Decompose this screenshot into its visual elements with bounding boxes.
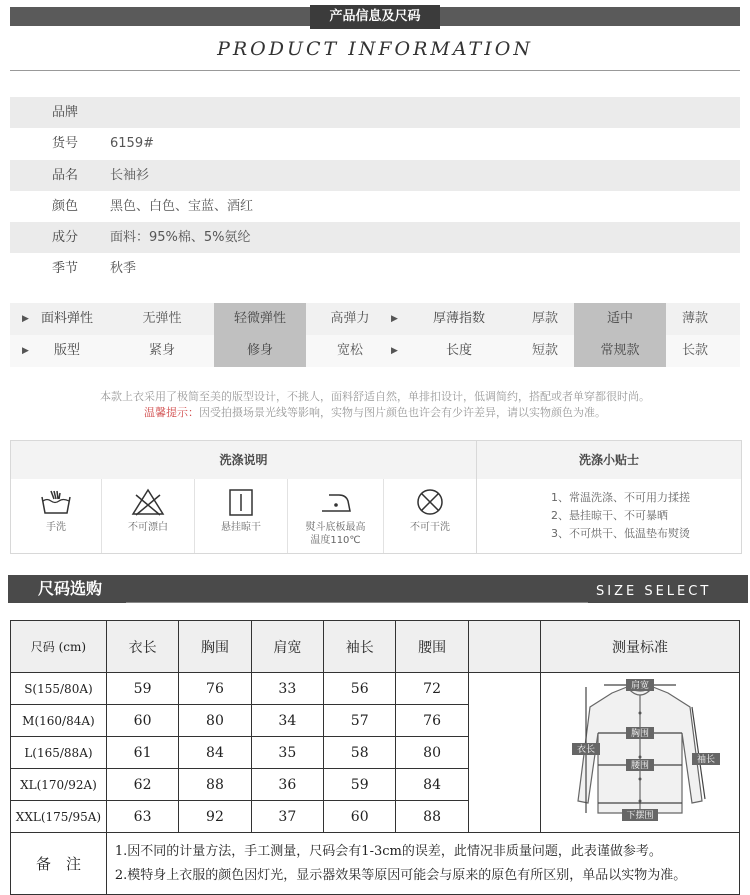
info-value: 秋季 [110,261,137,276]
empty-cell [468,673,540,833]
attr-option-selected: 适中 [574,303,666,335]
info-key: 颜色 [52,199,79,214]
table-header: 袖长 [324,621,396,673]
iron-icon [319,487,353,517]
value-cell: 84 [179,737,251,769]
attr-option: 紧身 [148,343,175,358]
wash-tip: 3、不可烘干、低温垫布熨烫 [551,527,690,540]
warning-text: 因受拍摄场景光线等影响，实物与图片颜色也许会有少许差异，请以实物颜色为准。 [199,406,606,419]
triangle-right-icon: ▶ [22,346,29,356]
info-row-sku [10,128,740,159]
value-cell: 63 [106,801,178,833]
wash-label: 不可干洗 [410,522,450,533]
attr-option: 高弹力 [330,311,370,326]
value-cell: 60 [106,705,178,737]
value-cell: 36 [251,769,323,801]
hang-dry-icon [224,487,258,517]
info-row-color [10,191,740,222]
shirt-diagram [542,673,738,828]
value-cell: 58 [324,737,396,769]
attr-label: 长度 [445,343,472,358]
diagram-label: 袖长 [696,755,715,765]
diagram-label: 腰围 [630,761,649,771]
attr-option: 宽松 [336,343,363,358]
table-header [468,621,540,673]
attr-label: 版型 [53,343,80,358]
triangle-right-icon: ▶ [22,314,29,324]
value-cell: 60 [324,801,396,833]
value-cell: 76 [396,705,468,737]
wash-item [102,479,195,553]
remark-line: 2.模特身上衣服的颜色因灯光，显示器效果等原因可能会与原来的原色有所区别，单品以实物为准。 [114,867,687,883]
table-header: 胸围 [179,621,251,673]
attr-option: 长款 [681,343,708,358]
table-header: 尺码 (cm) [11,621,107,673]
attr-option: 无弹性 [142,311,182,326]
hand-wash-icon [39,487,73,517]
info-row-material [10,222,740,253]
section-title: 产品信息及尺码 [310,5,440,29]
value-cell: 80 [396,737,468,769]
value-cell: 34 [251,705,323,737]
description-note: 本款上衣采用了极简至美的版型设计，不挑人，面料舒适自然，单排扣设计，低调简约，搭配或者单穿都很时尚。 [100,390,650,403]
wash-label [288,521,383,547]
diagram-label: 衣长 [576,745,595,755]
info-value: 长袖衫 [110,168,150,183]
table-header: 腰围 [396,621,468,673]
info-value: 6159# [110,136,154,151]
info-row-brand [10,97,740,128]
attr-option: 厚款 [531,311,558,326]
value-cell: 88 [179,769,251,801]
table-row [11,673,740,705]
warning-note [0,404,750,420]
wash-item [11,479,102,553]
attr-option-selected: 常规款 [574,335,666,367]
size-cell: M(160/84A) [11,705,107,737]
value-cell: 80 [179,705,251,737]
attr-option-selected: 轻微弹性 [214,303,306,335]
wash-label: 悬挂晾干 [221,522,261,533]
wash-label: 不可漂白 [128,522,168,533]
remark-cell [106,833,739,895]
value-cell: 72 [396,673,468,705]
value-cell: 59 [324,769,396,801]
wash-label-line1: 熨斗底板最高 [305,522,366,533]
wash-label-line2: 温度110℃ [310,535,361,546]
attr-label: 面料弹性 [40,311,93,326]
no-dry-clean-icon [413,487,447,517]
wash-label: 手洗 [46,522,66,533]
size-cell: L(165/88A) [11,737,107,769]
diagram-label: 胸围 [630,729,649,739]
size-table [10,620,740,895]
wash-item [384,479,477,553]
info-key: 货号 [52,136,79,151]
value-cell: 57 [324,705,396,737]
value-cell: 37 [251,801,323,833]
wash-tip: 2、悬挂晾干、不可暴晒 [551,509,668,522]
size-cell: XXL(175/95A) [11,801,107,833]
value-cell: 76 [179,673,251,705]
info-row-name [10,160,740,191]
attr-row-fit [10,335,740,367]
remark-row [11,833,740,895]
wash-tip: 1、常温洗涤、不可用力揉搓 [551,491,690,504]
divider [10,70,740,71]
info-value: 黑色、白色、宝蓝、酒红 [110,199,254,214]
size-cell: S(155/80A) [11,673,107,705]
diagram-label: 肩宽 [630,681,649,691]
no-bleach-icon [131,487,165,517]
attr-row-elasticity [10,303,740,335]
attr-label: 厚薄指数 [432,311,485,326]
warning-label: 温馨提示： [144,406,199,419]
info-key: 季节 [52,261,79,276]
wash-item [288,479,384,553]
value-cell: 88 [396,801,468,833]
info-key: 品名 [52,168,79,183]
attr-option: 薄款 [681,311,708,326]
wash-title: 洗涤说明 [11,441,477,479]
table-header: 肩宽 [251,621,323,673]
attr-option: 短款 [531,343,558,358]
divider [126,602,588,603]
measure-diagram-cell [540,673,739,833]
info-key: 成分 [52,230,79,245]
triangle-right-icon: ▶ [391,346,398,356]
remark-label: 备 注 [11,833,107,895]
value-cell: 35 [251,737,323,769]
diagram-label: 下摆围 [626,811,654,821]
value-cell: 84 [396,769,468,801]
value-cell: 59 [106,673,178,705]
wash-tips [551,489,690,543]
attr-option-selected: 修身 [214,335,306,367]
value-cell: 92 [179,801,251,833]
value-cell: 56 [324,673,396,705]
value-cell: 61 [106,737,178,769]
remark-line: 1.因不同的计量方法，手工测量，尺码会有1-3cm的误差，此情况非质量问题，此表谨做参考。 [114,843,662,859]
wash-item [195,479,288,553]
info-key: 品牌 [52,105,79,120]
wash-panel [10,440,742,554]
triangle-right-icon: ▶ [391,314,398,324]
size-cell: XL(170/92A) [11,769,107,801]
info-row-season [10,253,740,284]
section-subtitle: PRODUCT INFORMATION [217,38,533,60]
value-cell: 62 [106,769,178,801]
info-value: 面料：95%棉、5%氨纶 [110,230,251,245]
size-section-title: 尺码选购 [38,579,103,598]
wash-tips-title: 洗涤小贴士 [477,441,741,479]
table-header: 测量标准 [540,621,739,673]
table-header: 衣长 [106,621,178,673]
value-cell: 33 [251,673,323,705]
size-section-subtitle: SIZE SELECT [590,584,717,599]
